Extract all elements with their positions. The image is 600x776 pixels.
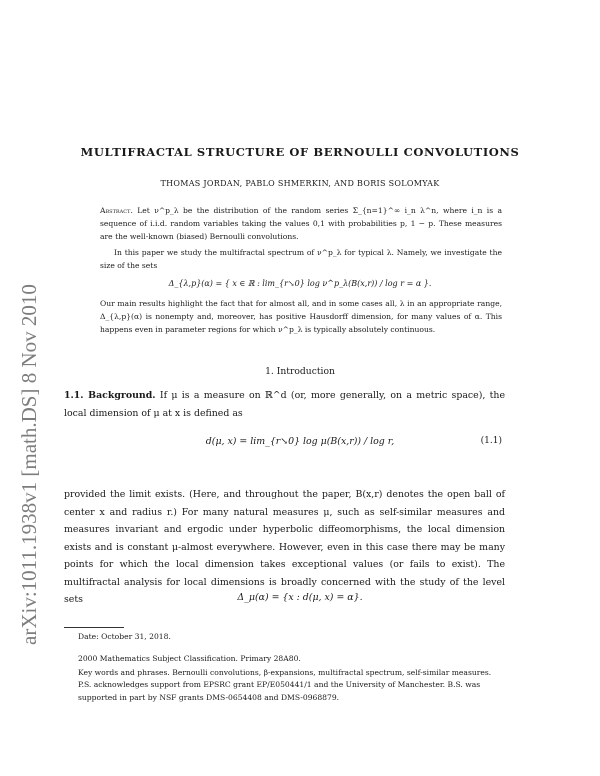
abstract-formula: Δ_{λ,p}(α) = { x ∈ ℝ : lim_{r↘0} log ν^p_λ(B(x,r)) / log r = α }. (168, 279, 432, 288)
arxiv-identifier-svg (10, 205, 44, 645)
section-heading-introduction: 1. Introduction (265, 366, 335, 377)
abstract-text-3: Our main results highlight the fact that for almost all, and in some cases all, λ in an appropriate range, Δ_{λ,p}(α) is nonempty and, moreover, has positive Hausdorff dimension, for many values of α. This happens even in parameter regions for which ν^p_λ is typically absolutely continuous. (100, 299, 502, 334)
body-paragraph-background (64, 387, 505, 422)
abstract-paragraph-1 (100, 204, 502, 243)
footnote-acknowledgements: P.S. acknowledges support from EPSRC grant EP/E050441/1 and the University of Manchester. B.S. was supported in part by NSF grants DMS-0654408 and DMS-0968879. (78, 680, 481, 702)
equation-local-dimension: d(μ, x) = lim_{r↘0} log μ(B(x,r)) / log r, (205, 436, 395, 447)
abstract-paragraph-2 (100, 246, 502, 272)
footnote-date: Date: October 31, 2018. (78, 632, 171, 641)
paper-authors: THOMAS JORDAN, PABLO SHMERKIN, AND BORIS SOLOMYAK (160, 179, 440, 188)
arxiv-identifier (10, 205, 44, 645)
body-paragraph-2: provided the limit exists. (Here, and throughout the paper, B(x,r) denotes the open ball of center x and radius r.) For many natural measures μ, such as self-similar measures and measures invariant and ergodic under hyperbolic diffeomorphisms, the local dimension exists and is constant μ-almost everywhere. However, even in this case there may be many points for which the local dimension takes exceptional values (or fails to exist). The multifractal analysis for local dimensions is broadly concerned with the study of the level sets (64, 489, 505, 605)
abstract-label: Abstract. (100, 206, 133, 215)
abstract-text-1: Let ν^p_λ be the distribution of the random series Σ_{n=1}^∞ i_n λ^n, where i_n is a sequence of i.i.d. random variables taking the values 0,1 with probabilities p, 1 − p. These measures are the well-known (biased) Bernoulli convolutions. (100, 206, 503, 241)
abstract-paragraph-3 (100, 297, 502, 336)
footnote-keywords: Key words and phrases. Bernoulli convolutions, β-expansions, multifractal spectrum, self-similar measures. (78, 668, 492, 677)
equation-level-sets: Δ_μ(α) = {x : d(μ, x) = α}. (237, 592, 363, 603)
body-paragraph-1-text: If μ is a measure on ℝ^d (or, more generally, on a metric space), the local dimension of μ at x is defined as (64, 390, 506, 419)
equation-number: (1.1) (480, 436, 502, 446)
paper-title: MULTIFRACTAL STRUCTURE OF BERNOULLI CONVOLUTIONS (80, 145, 520, 159)
footnote-rule (64, 627, 124, 628)
footnote-msc: 2000 Mathematics Subject Classification. Primary 28A80. (78, 654, 301, 663)
subsection-heading-background: 1.1. Background. (64, 390, 156, 401)
abstract-text-2: In this paper we study the multifractal spectrum of ν^p_λ for typical λ. Namely, we investigate the size of the sets (100, 248, 502, 270)
arxiv-identifier-text: arXiv:1011.1938v1 [math.DS] 8 Nov 2010 (17, 284, 41, 645)
